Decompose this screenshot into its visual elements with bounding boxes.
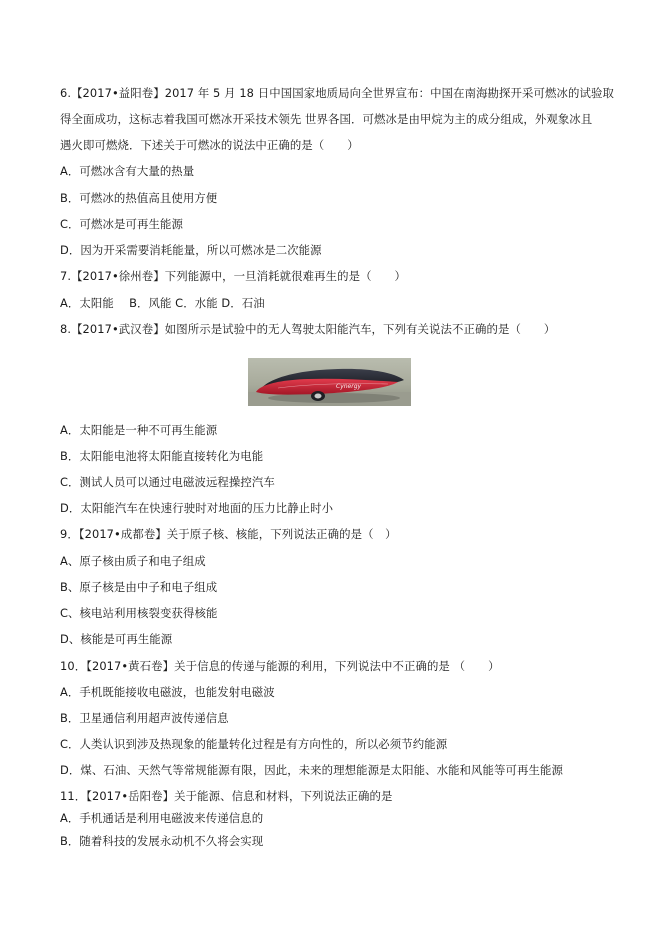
q7-options: A．太阳能 B．风能 C．水能 D．石油 <box>60 296 265 310</box>
q6-option-d: D．因为开采需要消耗能量，所以可燃冰是二次能源 <box>60 243 322 257</box>
q10-option-a: A．手机既能接收电磁波，也能发射电磁波 <box>60 685 275 699</box>
q6-stem-line-1: 6.【2017•益阳卷】2017 年 5 月 18 日中国国家地质局向全世界宣布：中国在南海勘探开采可燃冰的试验取 <box>60 86 614 100</box>
q6-option-c: C．可燃冰是可再生能源 <box>60 217 183 231</box>
q6-option-b: B．可燃冰的热值高且使用方便 <box>60 191 218 205</box>
q11-stem: 11．【2017•岳阳卷】关于能源、信息和材料，下列说法正确的是 <box>60 789 393 803</box>
q9-option-c: C、核电站利用核裂变获得核能 <box>60 606 218 620</box>
q7-stem: 7.【2017•徐州卷】下列能源中，一旦消耗就很难再生的是（ ） <box>60 269 407 283</box>
q9-option-a: A、原子核由质子和电子组成 <box>60 554 206 568</box>
q10-option-c: C．人类认识到涉及热现象的能量转化过程是有方向性的，所以必须节约能源 <box>60 737 448 751</box>
q6-stem-line-2: 得全面成功，这标志着我国可燃冰开采技术领先 世界各国．可燃冰是由甲烷为主的成分组成，外观象冰且 <box>60 112 593 126</box>
q8-option-b: B．太阳能电池将太阳能直接转化为电能 <box>60 449 264 463</box>
q6-stem-line-3: 遇火即可燃烧．下述关于可燃冰的说法中正确的是（ ） <box>60 138 359 152</box>
solar-car-image <box>248 358 411 406</box>
car-brand-text: Cynergy <box>336 383 362 390</box>
q8-stem: 8.【2017•武汉卷】如图所示是试验中的无人驾驶太阳能汽车，下列有关说法不正确的是（ ） <box>60 322 556 336</box>
q10-option-d: D．煤、石油、天然气等常规能源有限，因此，未来的理想能源是太阳能、水能和风能等可再生能源 <box>60 763 563 777</box>
q9-option-d: D、核能是可再生能源 <box>60 632 173 646</box>
q11-option-b: B．随着科技的发展永动机不久将会实现 <box>60 834 264 848</box>
q10-option-b: B．卫星通信利用超声波传递信息 <box>60 711 229 725</box>
q8-option-d: D．太阳能汽车在快速行驶时对地面的压力比静止时小 <box>60 501 334 515</box>
q8-option-a: A．太阳能是一种不可再生能源 <box>60 423 218 437</box>
q9-stem: 9．【2017•成都卷】关于原子核、核能，下列说法正确的是（ ） <box>60 527 397 541</box>
q10-stem: 10．【2017•黄石卷】关于信息的传递与能源的利用，下列说法中不正确的是 （ ） <box>60 659 500 673</box>
q6-option-a: A．可燃冰含有大量的热量 <box>60 164 195 178</box>
q8-option-c: C．测试人员可以通过电磁波远程操控汽车 <box>60 475 275 489</box>
q11-option-a: A．手机通话是利用电磁波来传递信息的 <box>60 811 264 825</box>
q9-option-b: B、原子核是由中子和电子组成 <box>60 580 218 594</box>
solar-car-illustration <box>248 358 411 406</box>
